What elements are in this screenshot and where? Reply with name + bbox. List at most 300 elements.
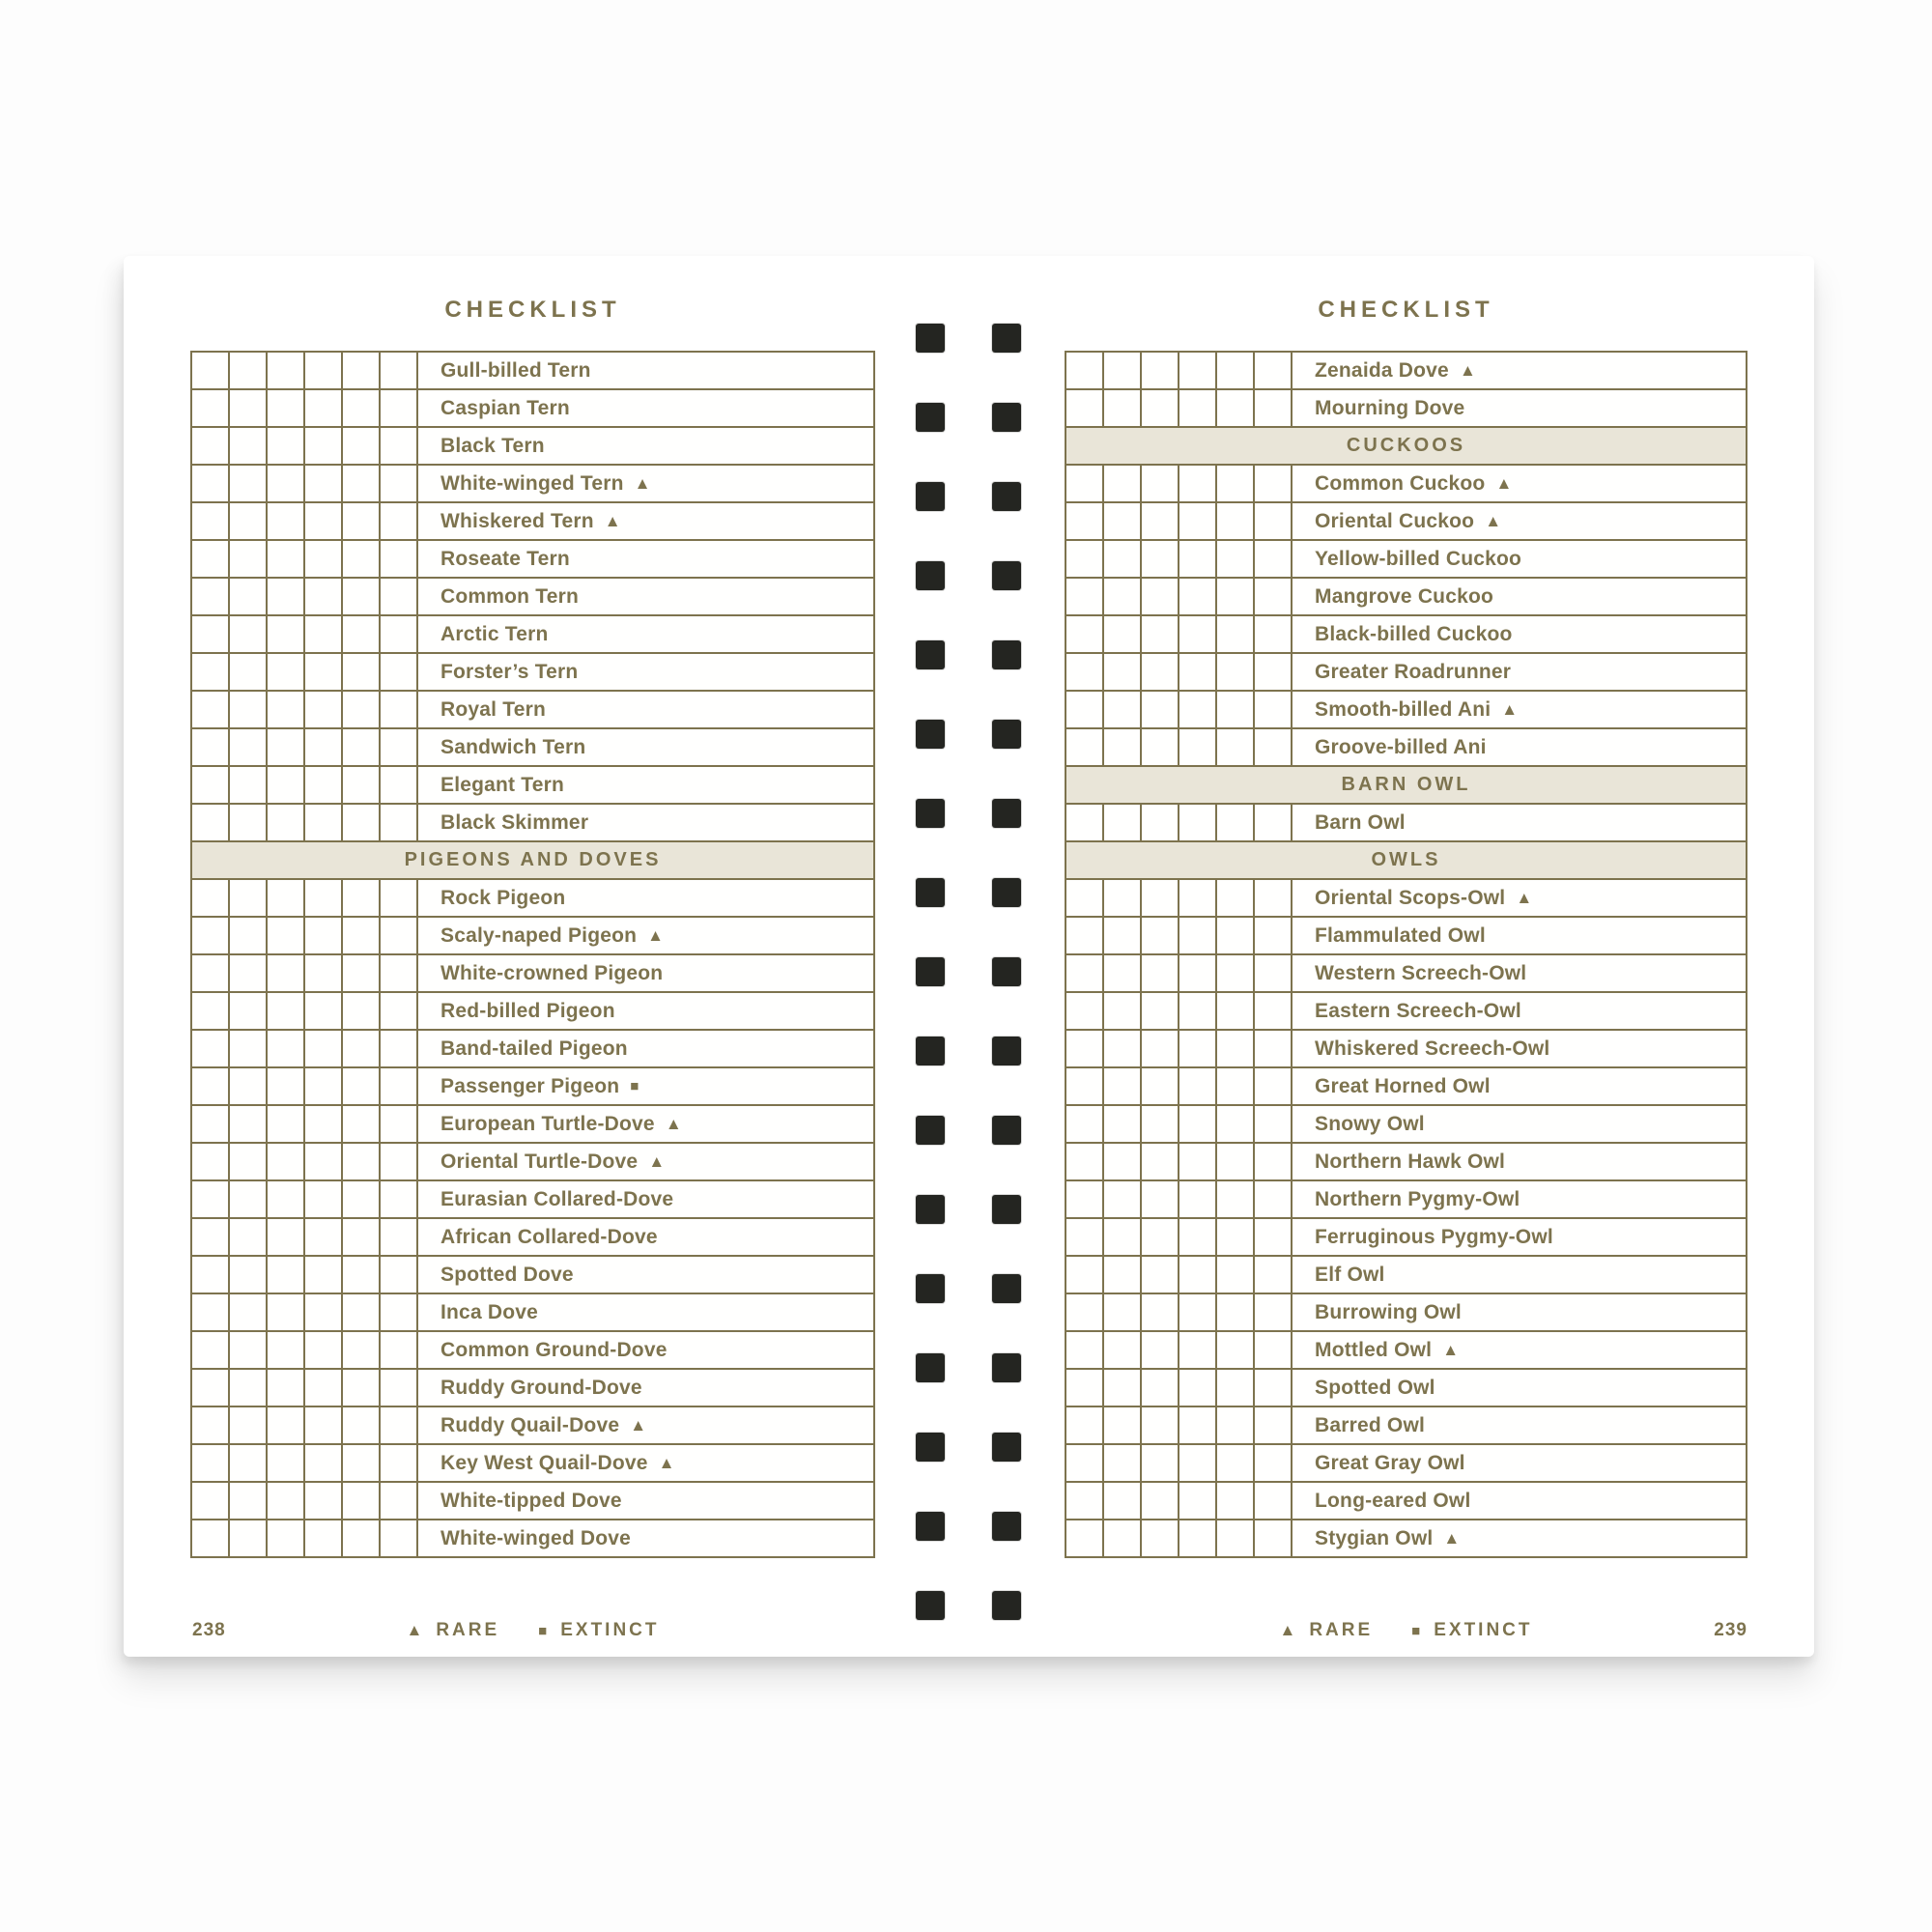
checkbox-cell[interactable] — [381, 1219, 418, 1255]
checkbox-cell[interactable] — [1142, 654, 1179, 690]
checkbox-cell[interactable] — [305, 880, 343, 916]
checkbox-cell[interactable] — [192, 616, 230, 652]
checkbox-cell[interactable] — [192, 767, 230, 803]
checkbox-cell[interactable] — [192, 1483, 230, 1519]
checkbox-cell[interactable] — [305, 541, 343, 577]
checkbox-cell[interactable] — [268, 955, 305, 991]
checkbox-cell[interactable] — [192, 1068, 230, 1104]
checkbox-cell[interactable] — [343, 466, 381, 501]
checkbox-cell[interactable] — [230, 1144, 268, 1179]
checkbox-cell[interactable] — [192, 918, 230, 953]
checkbox-cell[interactable] — [1255, 1219, 1293, 1255]
checkbox-cell[interactable] — [1217, 1068, 1255, 1104]
checkbox-cell[interactable] — [381, 353, 418, 388]
checkbox-cell[interactable] — [1066, 1520, 1104, 1556]
checkbox-cell[interactable] — [381, 654, 418, 690]
checkbox-cell[interactable] — [1142, 353, 1179, 388]
checkbox-cell[interactable] — [192, 1144, 230, 1179]
checkbox-cell[interactable] — [1255, 1031, 1293, 1066]
checkbox-cell[interactable] — [230, 955, 268, 991]
checkbox-cell[interactable] — [305, 616, 343, 652]
checkbox-cell[interactable] — [1066, 1483, 1104, 1519]
checkbox-cell[interactable] — [1104, 1219, 1142, 1255]
checkbox-cell[interactable] — [1179, 1294, 1217, 1330]
checkbox-cell[interactable] — [381, 729, 418, 765]
checkbox-cell[interactable] — [1066, 353, 1104, 388]
checkbox-cell[interactable] — [192, 353, 230, 388]
checkbox-cell[interactable] — [1104, 541, 1142, 577]
checkbox-cell[interactable] — [1104, 692, 1142, 727]
checkbox-cell[interactable] — [381, 1370, 418, 1406]
checkbox-cell[interactable] — [1255, 993, 1293, 1029]
checkbox-cell[interactable] — [268, 729, 305, 765]
checkbox-cell[interactable] — [305, 654, 343, 690]
checkbox-cell[interactable] — [305, 1068, 343, 1104]
checkbox-cell[interactable] — [1142, 993, 1179, 1029]
checkbox-cell[interactable] — [192, 1332, 230, 1368]
checkbox-cell[interactable] — [1104, 918, 1142, 953]
checkbox-cell[interactable] — [268, 1181, 305, 1217]
checkbox-cell[interactable] — [1255, 541, 1293, 577]
checkbox-cell[interactable] — [381, 880, 418, 916]
checkbox-cell[interactable] — [343, 918, 381, 953]
checkbox-cell[interactable] — [343, 1181, 381, 1217]
checkbox-cell[interactable] — [1066, 1106, 1104, 1142]
checkbox-cell[interactable] — [305, 1370, 343, 1406]
checkbox-cell[interactable] — [230, 805, 268, 840]
checkbox-cell[interactable] — [343, 1106, 381, 1142]
checkbox-cell[interactable] — [1217, 503, 1255, 539]
checkbox-cell[interactable] — [1142, 1068, 1179, 1104]
checkbox-cell[interactable] — [305, 1332, 343, 1368]
checkbox-cell[interactable] — [1179, 880, 1217, 916]
checkbox-cell[interactable] — [1179, 1031, 1217, 1066]
checkbox-cell[interactable] — [381, 1106, 418, 1142]
checkbox-cell[interactable] — [230, 993, 268, 1029]
checkbox-cell[interactable] — [268, 654, 305, 690]
checkbox-cell[interactable] — [1142, 729, 1179, 765]
checkbox-cell[interactable] — [230, 1483, 268, 1519]
checkbox-cell[interactable] — [1217, 1144, 1255, 1179]
checkbox-cell[interactable] — [343, 428, 381, 464]
checkbox-cell[interactable] — [381, 1068, 418, 1104]
checkbox-cell[interactable] — [230, 654, 268, 690]
checkbox-cell[interactable] — [343, 1445, 381, 1481]
checkbox-cell[interactable] — [1217, 579, 1255, 614]
checkbox-cell[interactable] — [230, 466, 268, 501]
checkbox-cell[interactable] — [343, 1219, 381, 1255]
checkbox-cell[interactable] — [1142, 466, 1179, 501]
checkbox-cell[interactable] — [1217, 466, 1255, 501]
checkbox-cell[interactable] — [1255, 1407, 1293, 1443]
checkbox-cell[interactable] — [1255, 1483, 1293, 1519]
checkbox-cell[interactable] — [1142, 1294, 1179, 1330]
checkbox-cell[interactable] — [230, 729, 268, 765]
checkbox-cell[interactable] — [305, 1445, 343, 1481]
checkbox-cell[interactable] — [1179, 616, 1217, 652]
checkbox-cell[interactable] — [192, 692, 230, 727]
checkbox-cell[interactable] — [268, 1520, 305, 1556]
checkbox-cell[interactable] — [1104, 466, 1142, 501]
checkbox-cell[interactable] — [1217, 692, 1255, 727]
checkbox-cell[interactable] — [1255, 1332, 1293, 1368]
checkbox-cell[interactable] — [1104, 729, 1142, 765]
checkbox-cell[interactable] — [1217, 918, 1255, 953]
checkbox-cell[interactable] — [1179, 353, 1217, 388]
checkbox-cell[interactable] — [1179, 579, 1217, 614]
checkbox-cell[interactable] — [1217, 654, 1255, 690]
checkbox-cell[interactable] — [305, 1257, 343, 1293]
checkbox-cell[interactable] — [268, 1031, 305, 1066]
checkbox-cell[interactable] — [192, 1031, 230, 1066]
checkbox-cell[interactable] — [230, 503, 268, 539]
checkbox-cell[interactable] — [1104, 390, 1142, 426]
checkbox-cell[interactable] — [1142, 503, 1179, 539]
checkbox-cell[interactable] — [343, 1407, 381, 1443]
checkbox-cell[interactable] — [1217, 805, 1255, 840]
checkbox-cell[interactable] — [1066, 1370, 1104, 1406]
checkbox-cell[interactable] — [1066, 541, 1104, 577]
checkbox-cell[interactable] — [343, 503, 381, 539]
checkbox-cell[interactable] — [305, 428, 343, 464]
checkbox-cell[interactable] — [268, 1257, 305, 1293]
checkbox-cell[interactable] — [1255, 1106, 1293, 1142]
checkbox-cell[interactable] — [1217, 1445, 1255, 1481]
checkbox-cell[interactable] — [192, 1219, 230, 1255]
checkbox-cell[interactable] — [1142, 1144, 1179, 1179]
checkbox-cell[interactable] — [1142, 880, 1179, 916]
checkbox-cell[interactable] — [1217, 616, 1255, 652]
checkbox-cell[interactable] — [230, 1407, 268, 1443]
checkbox-cell[interactable] — [268, 1332, 305, 1368]
checkbox-cell[interactable] — [381, 1332, 418, 1368]
checkbox-cell[interactable] — [1066, 993, 1104, 1029]
checkbox-cell[interactable] — [1104, 1257, 1142, 1293]
checkbox-cell[interactable] — [268, 390, 305, 426]
checkbox-cell[interactable] — [230, 1219, 268, 1255]
checkbox-cell[interactable] — [1255, 805, 1293, 840]
checkbox-cell[interactable] — [1217, 1370, 1255, 1406]
checkbox-cell[interactable] — [268, 918, 305, 953]
checkbox-cell[interactable] — [1255, 1445, 1293, 1481]
checkbox-cell[interactable] — [268, 541, 305, 577]
checkbox-cell[interactable] — [343, 390, 381, 426]
checkbox-cell[interactable] — [192, 1407, 230, 1443]
checkbox-cell[interactable] — [192, 1257, 230, 1293]
checkbox-cell[interactable] — [1104, 654, 1142, 690]
checkbox-cell[interactable] — [230, 1445, 268, 1481]
checkbox-cell[interactable] — [1142, 955, 1179, 991]
checkbox-cell[interactable] — [1179, 1483, 1217, 1519]
checkbox-cell[interactable] — [1255, 729, 1293, 765]
checkbox-cell[interactable] — [230, 1181, 268, 1217]
checkbox-cell[interactable] — [1142, 541, 1179, 577]
checkbox-cell[interactable] — [381, 767, 418, 803]
checkbox-cell[interactable] — [268, 353, 305, 388]
checkbox-cell[interactable] — [1104, 1445, 1142, 1481]
checkbox-cell[interactable] — [1066, 1144, 1104, 1179]
checkbox-cell[interactable] — [305, 729, 343, 765]
checkbox-cell[interactable] — [268, 692, 305, 727]
checkbox-cell[interactable] — [305, 1520, 343, 1556]
checkbox-cell[interactable] — [381, 1445, 418, 1481]
checkbox-cell[interactable] — [1066, 692, 1104, 727]
checkbox-cell[interactable] — [192, 503, 230, 539]
checkbox-cell[interactable] — [381, 579, 418, 614]
checkbox-cell[interactable] — [343, 654, 381, 690]
checkbox-cell[interactable] — [192, 1520, 230, 1556]
checkbox-cell[interactable] — [1066, 918, 1104, 953]
checkbox-cell[interactable] — [192, 729, 230, 765]
checkbox-cell[interactable] — [1217, 1332, 1255, 1368]
checkbox-cell[interactable] — [1179, 1219, 1217, 1255]
checkbox-cell[interactable] — [343, 1520, 381, 1556]
checkbox-cell[interactable] — [1255, 918, 1293, 953]
checkbox-cell[interactable] — [343, 993, 381, 1029]
checkbox-cell[interactable] — [192, 466, 230, 501]
checkbox-cell[interactable] — [305, 1106, 343, 1142]
checkbox-cell[interactable] — [230, 353, 268, 388]
checkbox-cell[interactable] — [230, 390, 268, 426]
checkbox-cell[interactable] — [230, 767, 268, 803]
checkbox-cell[interactable] — [230, 541, 268, 577]
checkbox-cell[interactable] — [343, 1370, 381, 1406]
checkbox-cell[interactable] — [1179, 1520, 1217, 1556]
checkbox-cell[interactable] — [1104, 1031, 1142, 1066]
checkbox-cell[interactable] — [230, 1294, 268, 1330]
checkbox-cell[interactable] — [343, 767, 381, 803]
checkbox-cell[interactable] — [1255, 1144, 1293, 1179]
checkbox-cell[interactable] — [1066, 579, 1104, 614]
checkbox-cell[interactable] — [1104, 1106, 1142, 1142]
checkbox-cell[interactable] — [192, 1370, 230, 1406]
checkbox-cell[interactable] — [343, 1144, 381, 1179]
checkbox-cell[interactable] — [1179, 503, 1217, 539]
checkbox-cell[interactable] — [305, 466, 343, 501]
checkbox-cell[interactable] — [1217, 1219, 1255, 1255]
checkbox-cell[interactable] — [1179, 390, 1217, 426]
checkbox-cell[interactable] — [268, 1144, 305, 1179]
checkbox-cell[interactable] — [1142, 1332, 1179, 1368]
checkbox-cell[interactable] — [1217, 390, 1255, 426]
checkbox-cell[interactable] — [1217, 1106, 1255, 1142]
checkbox-cell[interactable] — [230, 1520, 268, 1556]
checkbox-cell[interactable] — [1066, 466, 1104, 501]
checkbox-cell[interactable] — [1066, 1181, 1104, 1217]
checkbox-cell[interactable] — [305, 993, 343, 1029]
checkbox-cell[interactable] — [268, 503, 305, 539]
checkbox-cell[interactable] — [1104, 616, 1142, 652]
checkbox-cell[interactable] — [343, 692, 381, 727]
checkbox-cell[interactable] — [1142, 1520, 1179, 1556]
checkbox-cell[interactable] — [381, 428, 418, 464]
checkbox-cell[interactable] — [1104, 1483, 1142, 1519]
checkbox-cell[interactable] — [1104, 880, 1142, 916]
checkbox-cell[interactable] — [192, 541, 230, 577]
checkbox-cell[interactable] — [1142, 805, 1179, 840]
checkbox-cell[interactable] — [305, 353, 343, 388]
checkbox-cell[interactable] — [230, 1031, 268, 1066]
checkbox-cell[interactable] — [343, 955, 381, 991]
checkbox-cell[interactable] — [1104, 955, 1142, 991]
checkbox-cell[interactable] — [268, 1294, 305, 1330]
checkbox-cell[interactable] — [1066, 729, 1104, 765]
checkbox-cell[interactable] — [1179, 1370, 1217, 1406]
checkbox-cell[interactable] — [1104, 1520, 1142, 1556]
checkbox-cell[interactable] — [268, 767, 305, 803]
checkbox-cell[interactable] — [1217, 1483, 1255, 1519]
checkbox-cell[interactable] — [1104, 1407, 1142, 1443]
checkbox-cell[interactable] — [268, 1219, 305, 1255]
checkbox-cell[interactable] — [1104, 805, 1142, 840]
checkbox-cell[interactable] — [230, 918, 268, 953]
checkbox-cell[interactable] — [1255, 1068, 1293, 1104]
checkbox-cell[interactable] — [305, 918, 343, 953]
checkbox-cell[interactable] — [305, 805, 343, 840]
checkbox-cell[interactable] — [192, 1106, 230, 1142]
checkbox-cell[interactable] — [305, 767, 343, 803]
checkbox-cell[interactable] — [1179, 541, 1217, 577]
checkbox-cell[interactable] — [1179, 692, 1217, 727]
checkbox-cell[interactable] — [343, 541, 381, 577]
checkbox-cell[interactable] — [1142, 390, 1179, 426]
checkbox-cell[interactable] — [305, 503, 343, 539]
checkbox-cell[interactable] — [1179, 955, 1217, 991]
checkbox-cell[interactable] — [1179, 729, 1217, 765]
checkbox-cell[interactable] — [1066, 1332, 1104, 1368]
checkbox-cell[interactable] — [230, 692, 268, 727]
checkbox-cell[interactable] — [343, 880, 381, 916]
checkbox-cell[interactable] — [1255, 654, 1293, 690]
checkbox-cell[interactable] — [1179, 805, 1217, 840]
checkbox-cell[interactable] — [192, 805, 230, 840]
checkbox-cell[interactable] — [1179, 993, 1217, 1029]
checkbox-cell[interactable] — [1142, 579, 1179, 614]
checkbox-cell[interactable] — [381, 692, 418, 727]
checkbox-cell[interactable] — [192, 390, 230, 426]
checkbox-cell[interactable] — [268, 616, 305, 652]
checkbox-cell[interactable] — [1104, 1370, 1142, 1406]
checkbox-cell[interactable] — [305, 1144, 343, 1179]
checkbox-cell[interactable] — [1142, 1106, 1179, 1142]
checkbox-cell[interactable] — [1066, 880, 1104, 916]
checkbox-cell[interactable] — [1104, 353, 1142, 388]
checkbox-cell[interactable] — [268, 1483, 305, 1519]
checkbox-cell[interactable] — [343, 729, 381, 765]
checkbox-cell[interactable] — [1066, 1068, 1104, 1104]
checkbox-cell[interactable] — [230, 1257, 268, 1293]
checkbox-cell[interactable] — [305, 579, 343, 614]
checkbox-cell[interactable] — [1066, 805, 1104, 840]
checkbox-cell[interactable] — [1217, 993, 1255, 1029]
checkbox-cell[interactable] — [192, 1181, 230, 1217]
checkbox-cell[interactable] — [230, 579, 268, 614]
checkbox-cell[interactable] — [1179, 1068, 1217, 1104]
checkbox-cell[interactable] — [1066, 616, 1104, 652]
checkbox-cell[interactable] — [1066, 503, 1104, 539]
checkbox-cell[interactable] — [192, 579, 230, 614]
checkbox-cell[interactable] — [1179, 1407, 1217, 1443]
checkbox-cell[interactable] — [1255, 1294, 1293, 1330]
checkbox-cell[interactable] — [268, 1407, 305, 1443]
checkbox-cell[interactable] — [268, 880, 305, 916]
checkbox-cell[interactable] — [1142, 1407, 1179, 1443]
checkbox-cell[interactable] — [1142, 1370, 1179, 1406]
checkbox-cell[interactable] — [230, 428, 268, 464]
checkbox-cell[interactable] — [1255, 616, 1293, 652]
checkbox-cell[interactable] — [192, 1445, 230, 1481]
checkbox-cell[interactable] — [381, 1407, 418, 1443]
checkbox-cell[interactable] — [381, 1294, 418, 1330]
checkbox-cell[interactable] — [1255, 692, 1293, 727]
checkbox-cell[interactable] — [305, 390, 343, 426]
checkbox-cell[interactable] — [305, 1181, 343, 1217]
checkbox-cell[interactable] — [1142, 1181, 1179, 1217]
checkbox-cell[interactable] — [1066, 1294, 1104, 1330]
checkbox-cell[interactable] — [1179, 1106, 1217, 1142]
checkbox-cell[interactable] — [381, 993, 418, 1029]
checkbox-cell[interactable] — [1142, 1031, 1179, 1066]
checkbox-cell[interactable] — [1142, 1257, 1179, 1293]
checkbox-cell[interactable] — [1142, 1219, 1179, 1255]
checkbox-cell[interactable] — [1142, 918, 1179, 953]
checkbox-cell[interactable] — [381, 1520, 418, 1556]
checkbox-cell[interactable] — [381, 955, 418, 991]
checkbox-cell[interactable] — [1217, 955, 1255, 991]
checkbox-cell[interactable] — [192, 428, 230, 464]
checkbox-cell[interactable] — [268, 993, 305, 1029]
checkbox-cell[interactable] — [343, 1068, 381, 1104]
checkbox-cell[interactable] — [305, 955, 343, 991]
checkbox-cell[interactable] — [1179, 466, 1217, 501]
checkbox-cell[interactable] — [192, 993, 230, 1029]
checkbox-cell[interactable] — [1179, 1445, 1217, 1481]
checkbox-cell[interactable] — [1217, 1407, 1255, 1443]
checkbox-cell[interactable] — [192, 880, 230, 916]
checkbox-cell[interactable] — [1142, 692, 1179, 727]
checkbox-cell[interactable] — [1066, 1031, 1104, 1066]
checkbox-cell[interactable] — [343, 1031, 381, 1066]
checkbox-cell[interactable] — [381, 466, 418, 501]
checkbox-cell[interactable] — [268, 1445, 305, 1481]
checkbox-cell[interactable] — [1217, 729, 1255, 765]
checkbox-cell[interactable] — [230, 1106, 268, 1142]
checkbox-cell[interactable] — [1179, 1181, 1217, 1217]
checkbox-cell[interactable] — [381, 390, 418, 426]
checkbox-cell[interactable] — [343, 1332, 381, 1368]
checkbox-cell[interactable] — [381, 1181, 418, 1217]
checkbox-cell[interactable] — [268, 1068, 305, 1104]
checkbox-cell[interactable] — [381, 616, 418, 652]
checkbox-cell[interactable] — [1179, 1332, 1217, 1368]
checkbox-cell[interactable] — [230, 1068, 268, 1104]
checkbox-cell[interactable] — [230, 616, 268, 652]
checkbox-cell[interactable] — [1179, 1257, 1217, 1293]
checkbox-cell[interactable] — [1066, 390, 1104, 426]
checkbox-cell[interactable] — [1104, 579, 1142, 614]
checkbox-cell[interactable] — [381, 1031, 418, 1066]
checkbox-cell[interactable] — [381, 1257, 418, 1293]
checkbox-cell[interactable] — [1104, 993, 1142, 1029]
checkbox-cell[interactable] — [1104, 503, 1142, 539]
checkbox-cell[interactable] — [1217, 1031, 1255, 1066]
checkbox-cell[interactable] — [343, 616, 381, 652]
checkbox-cell[interactable] — [268, 466, 305, 501]
checkbox-cell[interactable] — [1104, 1068, 1142, 1104]
checkbox-cell[interactable] — [381, 1483, 418, 1519]
checkbox-cell[interactable] — [343, 1294, 381, 1330]
checkbox-cell[interactable] — [1104, 1144, 1142, 1179]
